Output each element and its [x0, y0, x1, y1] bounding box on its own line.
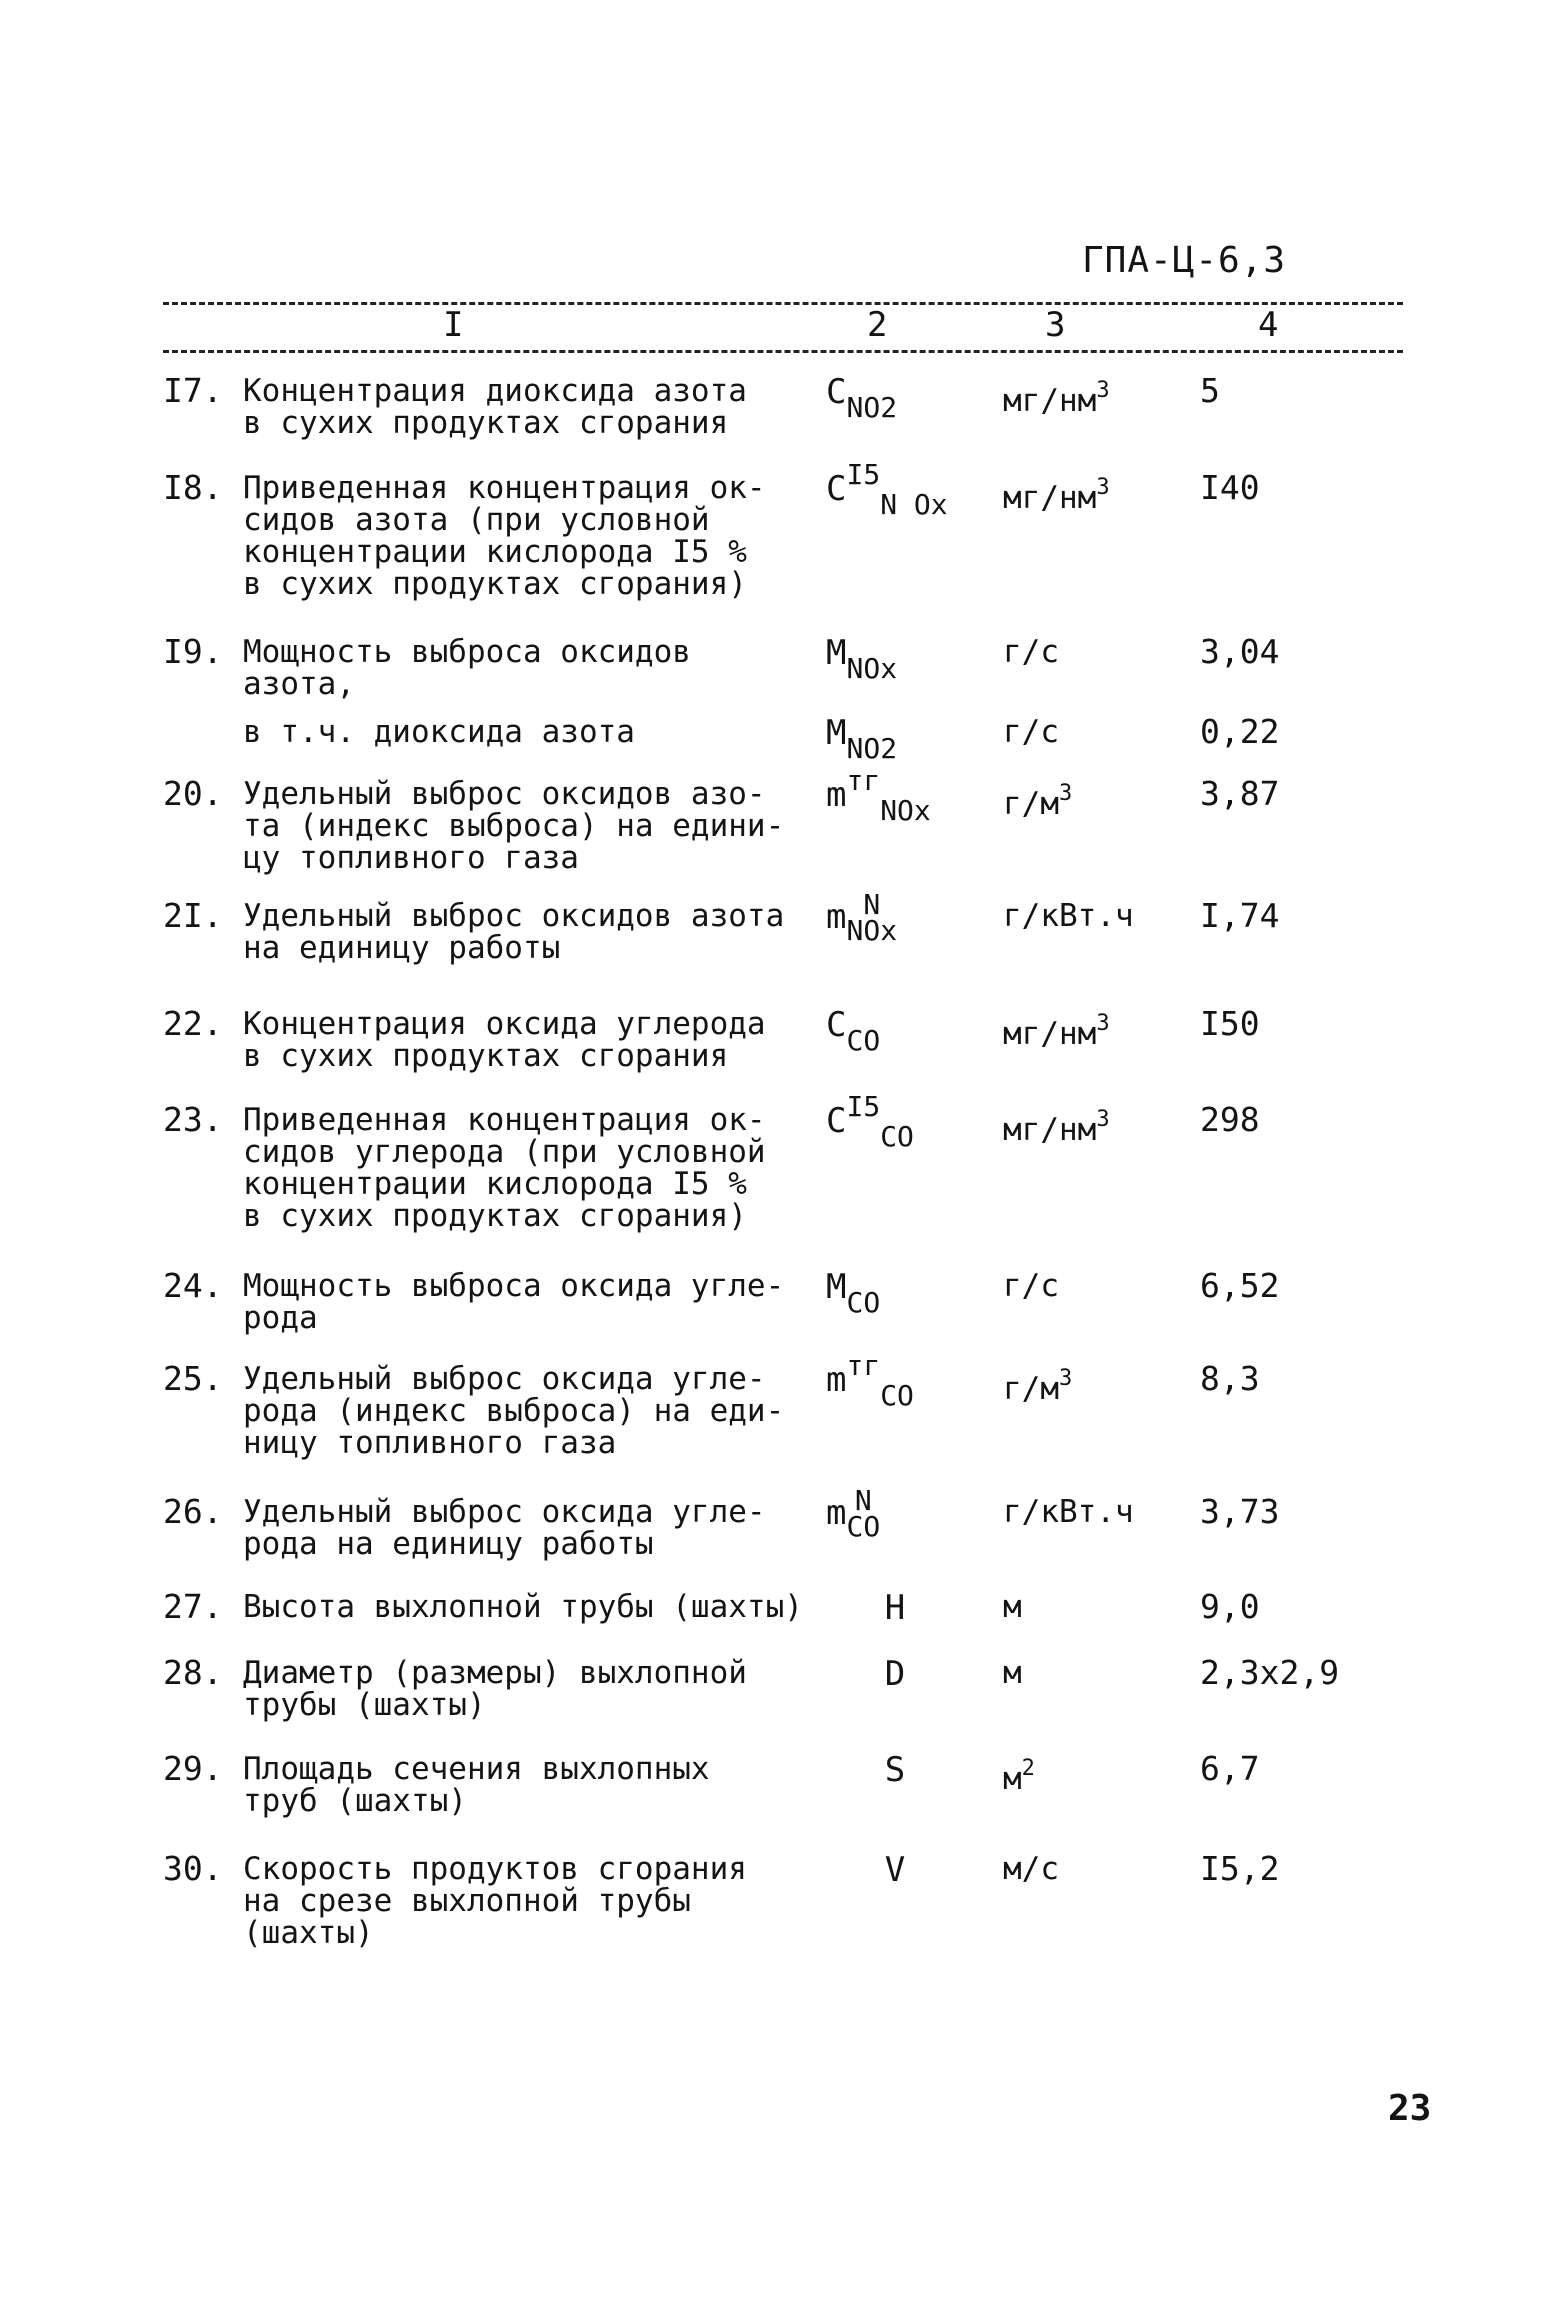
- parameter-value: 0,22: [1200, 712, 1280, 751]
- unit-exponent: 3: [1096, 475, 1110, 500]
- row-number: I8.: [163, 468, 223, 507]
- parameter-name-line: ницу топливного газа: [243, 1425, 617, 1461]
- symbol-stack: [846, 888, 898, 947]
- unit-text: м: [1003, 1589, 1022, 1625]
- parameter-name-line: сидов углерода (при условной: [243, 1134, 766, 1170]
- parameter-name-line: на срезе выхлопной трубы: [243, 1883, 691, 1919]
- parameter-symbol: [826, 1484, 986, 1548]
- unit-exponent: 2: [1021, 1756, 1035, 1781]
- parameter-name: [243, 1853, 823, 1949]
- parameter-value: 298: [1200, 1100, 1260, 1139]
- page-number: 23: [1388, 2088, 1432, 2129]
- parameter-name-line: цу топливного газа: [243, 840, 579, 876]
- parameter-name-line: та (индекс выброса) на едини-: [243, 808, 785, 844]
- parameter-name-line: в сухих продуктах сгорания): [243, 1198, 747, 1234]
- symbol-subscript: N Ox: [880, 488, 948, 521]
- parameter-name-line: (шахты): [243, 1915, 374, 1951]
- parameter-name: [243, 1270, 823, 1334]
- unit-text: г/кВт.ч: [1003, 1494, 1134, 1530]
- parameter-name-line: Концентрация диоксида азота: [243, 373, 747, 409]
- parameter-value: I40: [1200, 468, 1260, 507]
- parameter-name: [243, 1008, 823, 1072]
- symbol-base: M: [826, 1267, 847, 1307]
- unit-of-measure: [1003, 1104, 1110, 1146]
- unit-of-measure: [1003, 1270, 1059, 1302]
- parameter-name-line: Удельный выброс оксидов азо-: [243, 776, 766, 812]
- parameter-name-line: Удельный выброс оксидов азота: [243, 898, 785, 934]
- unit-of-measure: [1003, 900, 1134, 932]
- row-number: 22.: [163, 1004, 223, 1043]
- parameter-symbol: [826, 1005, 986, 1057]
- parameter-value: 9,0: [1200, 1587, 1260, 1626]
- parameter-value: 3,73: [1200, 1492, 1280, 1531]
- parameter-name-line: в т.ч. диоксида азота: [243, 714, 635, 750]
- parameter-name: [243, 1496, 823, 1560]
- parameter-value: I,74: [1200, 896, 1280, 935]
- parameter-name-line: Удельный выброс оксида угле-: [243, 1494, 766, 1530]
- parameter-name: [243, 1591, 823, 1623]
- symbol-base: H: [884, 1588, 906, 1628]
- unit-of-measure: [1003, 472, 1110, 514]
- row-number: 24.: [163, 1266, 223, 1305]
- parameter-name-line: Мощность выброса оксида угле-: [243, 1268, 785, 1304]
- symbol-base: C: [826, 1101, 847, 1141]
- parameter-name-line: на единицу работы: [243, 930, 561, 966]
- parameter-name: [243, 636, 823, 700]
- unit-of-measure: [1003, 716, 1059, 748]
- parameter-symbol: [826, 1349, 986, 1412]
- parameter-name-line: Диаметр (размеры) выхлопной: [243, 1655, 747, 1691]
- parameter-name-line: рода на единицу работы: [243, 1526, 654, 1562]
- unit-exponent: 3: [1059, 781, 1073, 806]
- parameter-name-line: Концентрация оксида углерода: [243, 1006, 766, 1042]
- symbol-superscript: тг: [846, 1349, 881, 1382]
- unit-text: мг/нм: [1003, 1016, 1097, 1052]
- symbol-superscript: I5: [846, 1090, 881, 1123]
- unit-of-measure: [1003, 636, 1059, 668]
- symbol-base: m: [826, 1493, 847, 1533]
- parameter-name-line: сидов азота (при условной: [243, 502, 710, 538]
- row-number: 2I.: [163, 896, 223, 935]
- row-number: 25.: [163, 1359, 223, 1398]
- parameter-symbol: [826, 713, 986, 765]
- unit-text: г/с: [1003, 714, 1059, 750]
- row-number: 27.: [163, 1587, 223, 1626]
- symbol-subscript: CO: [846, 1024, 881, 1057]
- parameter-symbol: [845, 1750, 945, 1790]
- column-header-2: 2: [867, 305, 888, 345]
- unit-of-measure: [1003, 778, 1072, 820]
- unit-text: м: [1003, 1655, 1022, 1691]
- symbol-base: m: [826, 775, 847, 815]
- symbol-base: S: [884, 1750, 906, 1790]
- unit-text: м: [1003, 1761, 1022, 1797]
- parameter-name: [243, 778, 823, 874]
- parameter-value: 2,3х2,9: [1200, 1653, 1340, 1692]
- unit-text: г/с: [1003, 1268, 1059, 1304]
- row-number: 29.: [163, 1749, 223, 1788]
- unit-exponent: 3: [1059, 1366, 1073, 1391]
- symbol-subscript: NOx: [846, 652, 898, 685]
- parameter-symbol: [845, 1850, 945, 1890]
- symbol-superscript: N: [854, 1484, 872, 1517]
- symbol-subscript: NOx: [880, 794, 931, 827]
- row-number: 23.: [163, 1100, 223, 1139]
- parameter-name: [243, 1753, 823, 1817]
- parameter-value: 6,7: [1200, 1749, 1260, 1788]
- unit-text: м/с: [1003, 1851, 1059, 1887]
- unit-exponent: 3: [1096, 1011, 1110, 1036]
- symbol-stack: [846, 1484, 881, 1543]
- unit-of-measure: [1003, 1008, 1110, 1050]
- symbol-subscript: CO: [880, 1379, 914, 1412]
- parameter-value: 8,3: [1200, 1359, 1260, 1398]
- symbol-subscript: NO2: [846, 391, 898, 424]
- parameter-symbol: [826, 1267, 986, 1319]
- parameter-name: [243, 1657, 823, 1721]
- table-top-rule: [163, 302, 1403, 305]
- symbol-base: M: [826, 713, 847, 753]
- unit-text: г/м: [1003, 1371, 1059, 1407]
- row-number: 26.: [163, 1492, 223, 1531]
- parameter-name-line: в сухих продуктах сгорания: [243, 1038, 729, 1074]
- column-header-3: 3: [1045, 305, 1066, 345]
- symbol-subscript: CO: [846, 1286, 881, 1319]
- symbol-base: V: [884, 1850, 906, 1890]
- parameter-symbol: [826, 633, 986, 685]
- parameter-name-line: Высота выхлопной трубы (шахты): [243, 1589, 803, 1625]
- symbol-subscript: NOx: [846, 914, 898, 947]
- parameter-symbol: [826, 888, 986, 952]
- column-header-4: 4: [1258, 305, 1279, 345]
- unit-text: мг/нм: [1003, 383, 1097, 419]
- parameter-symbol: [826, 372, 986, 424]
- parameter-name: [243, 1363, 823, 1459]
- symbol-subscript: CO: [880, 1120, 914, 1153]
- parameter-name-line: концентрации кислорода I5 %: [243, 1166, 747, 1202]
- unit-of-measure: [1003, 375, 1110, 417]
- unit-text: г/кВт.ч: [1003, 898, 1134, 934]
- parameter-name-line: концентрации кислорода I5 %: [243, 534, 747, 570]
- parameter-name-line: Мощность выброса оксидов: [243, 634, 691, 670]
- parameter-symbol: [826, 1090, 986, 1153]
- symbol-subscript: NO2: [846, 732, 898, 765]
- parameter-name-line: Приведенная концентрация ок-: [243, 470, 766, 506]
- unit-of-measure: [1003, 1363, 1072, 1405]
- parameter-value: 3,04: [1200, 632, 1280, 671]
- parameter-value: I5,2: [1200, 1849, 1280, 1888]
- unit-text: мг/нм: [1003, 1112, 1097, 1148]
- parameter-value: 6,52: [1200, 1266, 1280, 1305]
- parameter-name-line: рода (индекс выброса) на еди-: [243, 1393, 785, 1429]
- row-number: 30.: [163, 1849, 223, 1888]
- column-header-1: I: [443, 305, 464, 345]
- unit-exponent: 3: [1096, 1107, 1110, 1132]
- parameter-value: 5: [1200, 371, 1220, 410]
- symbol-base: m: [826, 1360, 847, 1400]
- parameter-name-line: Скорость продуктов сгорания: [243, 1851, 747, 1887]
- parameter-name-line: Площадь сечения выхлопных: [243, 1751, 710, 1787]
- symbol-subscript: CO: [846, 1510, 881, 1543]
- symbol-superscript: N: [863, 888, 881, 921]
- symbol-base: m: [826, 897, 847, 937]
- symbol-base: C: [826, 372, 847, 412]
- symbol-base: C: [826, 469, 847, 509]
- parameter-symbol: [845, 1654, 945, 1694]
- row-number: 20.: [163, 774, 223, 813]
- symbol-base: C: [826, 1005, 847, 1045]
- parameter-symbol: [826, 764, 986, 827]
- parameter-name-line: Удельный выброс оксида угле-: [243, 1361, 766, 1397]
- parameter-symbol: [845, 1588, 945, 1628]
- unit-text: мг/нм: [1003, 480, 1097, 516]
- unit-text: г/с: [1003, 634, 1059, 670]
- unit-of-measure: [1003, 1657, 1022, 1689]
- parameter-name-line: труб (шахты): [243, 1783, 467, 1819]
- parameter-name-line: рода: [243, 1300, 318, 1336]
- parameter-name: [243, 472, 823, 600]
- unit-exponent: 3: [1096, 378, 1110, 403]
- symbol-base: D: [884, 1654, 906, 1694]
- row-number: I7.: [163, 371, 223, 410]
- unit-text: г/м: [1003, 786, 1059, 822]
- symbol-superscript: тг: [846, 764, 881, 797]
- parameter-value: I50: [1200, 1004, 1260, 1043]
- symbol-base: M: [826, 633, 847, 673]
- row-number: 28.: [163, 1653, 223, 1692]
- parameter-name-line: Приведенная концентрация ок-: [243, 1102, 766, 1138]
- row-number: I9.: [163, 632, 223, 671]
- unit-of-measure: [1003, 1853, 1059, 1885]
- unit-of-measure: [1003, 1591, 1022, 1623]
- parameter-name-line: в сухих продуктах сгорания): [243, 566, 747, 602]
- parameter-name-line: азота,: [243, 666, 355, 702]
- parameter-symbol: [826, 458, 986, 521]
- symbol-superscript: I5: [846, 458, 881, 491]
- parameter-value: 3,87: [1200, 774, 1280, 813]
- parameter-name: [243, 1104, 823, 1232]
- unit-of-measure: [1003, 1753, 1035, 1795]
- parameter-name-line: в сухих продуктах сгорания: [243, 405, 729, 441]
- parameter-name-line: трубы (шахты): [243, 1687, 486, 1723]
- parameter-name: [243, 716, 823, 748]
- document-code: ГПА-Ц-6,3: [1082, 240, 1287, 281]
- unit-of-measure: [1003, 1496, 1134, 1528]
- parameter-name: [243, 900, 823, 964]
- parameter-name: [243, 375, 823, 439]
- table-header-rule: [163, 350, 1403, 353]
